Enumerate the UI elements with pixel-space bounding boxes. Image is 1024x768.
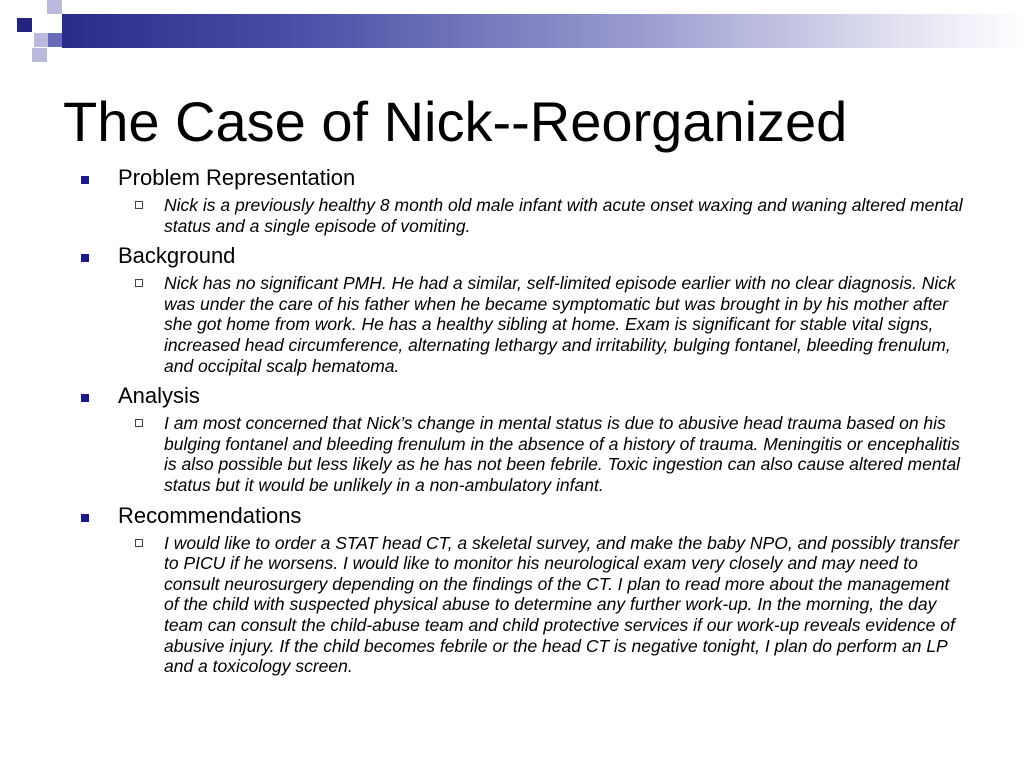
section-heading: Recommendations — [118, 502, 302, 528]
section-body-text: I am most concerned that Nick’s change in mental status is due to abusive head trauma based on his bulging fontanel and bleeding frenulum in the absence of a history of trauma. Meningitis or encephalitis is also possible but less likely as he has not been febrile. Toxic ingestion can also cause altered mental status but it would be unlikely in a non-ambulatory infant. — [164, 413, 961, 495]
decor-square-light — [34, 33, 49, 47]
section-problem-representation — [0, 164, 1024, 236]
section-body — [164, 413, 964, 495]
section-heading: Background — [118, 243, 236, 269]
section-body-text: Nick is a previously healthy 8 month old male infant with acute onset waxing and waning altered mental status and a single episode of vomiting. — [164, 195, 963, 236]
section-heading: Problem Representation — [118, 165, 356, 190]
section-body — [164, 195, 964, 236]
hollow-square-bullet-icon — [135, 539, 143, 547]
section-background — [0, 242, 1024, 376]
hollow-square-bullet-icon — [135, 201, 143, 209]
hollow-square-bullet-icon — [135, 279, 143, 287]
square-bullet-icon — [81, 394, 89, 402]
square-bullet-icon — [81, 254, 89, 262]
section-heading: Analysis — [118, 383, 200, 409]
section-body — [164, 273, 964, 376]
slide-title: The Case of Nick--Reorganized — [63, 90, 848, 153]
decor-square-mid — [48, 33, 62, 47]
section-body-text: I would like to order a STAT head CT, a skeletal survey, and make the baby NPO, and possibly transfer to PICU if he worsens. I would like to monitor his neurological exam very closely and may need to consult neurosurgery depending on the findings of the CT. I plan to read more about the management of the child with suspected physical abuse to determine any further work-up. In the morning, the day team can consult the child-abuse team and child protective services if our work-up reveals evidence of abusive injury. If the child becomes febrile or the head CT is negative tonight, I plan do perform an LP and a toxicology screen. — [164, 532, 960, 677]
section-recommendations — [0, 502, 1024, 677]
hollow-square-bullet-icon — [135, 419, 143, 427]
slide-content — [0, 164, 1024, 683]
decor-square-light-bottom — [32, 48, 47, 62]
section-body-text: Nick has no significant PMH. He had a similar, self-limited episode earlier with no clear diagnosis. Nick was under the care of his father when he became symptomatic but was brought in by his mother after she got home from work. He has a healthy sibling at home. Exam is significant for stable vital signs, increased head circumference, alternating lethargy and irritability, bulging fontanel, bleeding frenulum, and occipital scalp hematoma. — [164, 273, 956, 376]
header-gradient-bar — [62, 14, 1024, 48]
decor-square-dark — [17, 18, 32, 32]
section-analysis — [0, 382, 1024, 495]
square-bullet-icon — [81, 514, 89, 522]
decor-square-light-top — [47, 0, 62, 14]
section-body — [164, 533, 964, 677]
square-bullet-icon — [81, 176, 89, 184]
